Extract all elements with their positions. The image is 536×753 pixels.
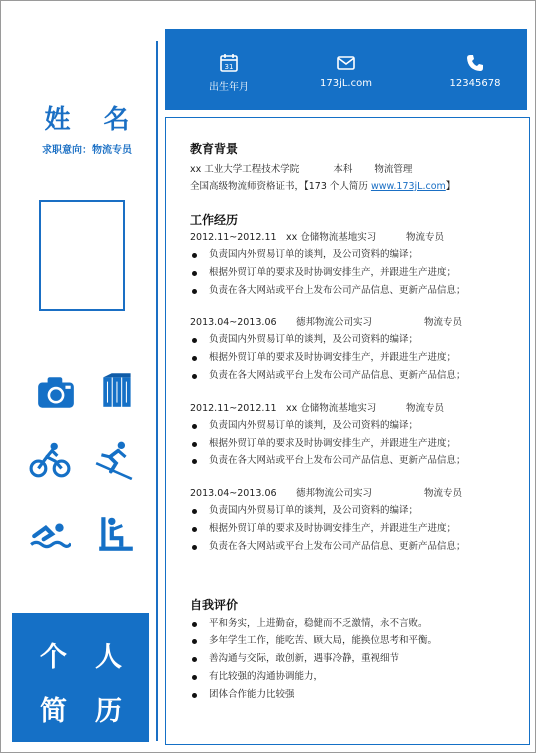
self-eval-item: 平和务实，上进勤奋，稳健而不乏激情，永不言败。 [190, 615, 529, 633]
job-role: 物流专员 [424, 317, 463, 329]
job-duty: 负责在各大网站或平台上发布公司产品信息、更新产品信息； [190, 367, 529, 385]
job-period: 2012.11~2012.11 [190, 232, 277, 243]
job-duty: 根据外贸订单的要求及时协调安排生产，并跟进生产进度； [190, 435, 529, 453]
skiing-icon [93, 438, 135, 480]
job-duty: 负责在各大网站或平台上发布公司产品信息、更新产品信息； [190, 282, 529, 300]
phone-item [415, 29, 535, 89]
job-entry [190, 486, 529, 555]
job-period: 2013.04~2013.06 [190, 488, 277, 500]
job-header [190, 315, 529, 331]
resume-content [165, 117, 530, 745]
job-header [190, 230, 529, 246]
self-eval-item: 多年学生工作，能吃苦、顾大局，能换位思考和平衡。 [190, 632, 529, 650]
job-period: 2012.11~2012.11 [190, 402, 277, 414]
job-duty: 根据外贸订单的要求及时协调安排生产，并跟进生产进度； [190, 264, 529, 282]
job-duty: 负责国内外贸易订单的谈判，及公司资料的编译； [190, 502, 529, 520]
photo-placeholder [39, 200, 125, 311]
self-eval-item: 善沟通与交际，敢创新，遇事冷静，重视细节 [190, 650, 529, 668]
cycling-icon [29, 438, 71, 480]
job-duty: 负责国内外贸易订单的谈判，及公司资料的编译； [190, 331, 529, 349]
degree: 本科 [333, 164, 353, 175]
email-item [286, 29, 406, 89]
vertical-divider [156, 41, 158, 741]
birth-label: 出生年月 [209, 82, 249, 93]
cover-char-3: 简 [40, 696, 67, 727]
job-company: xx 仓储物流基地实习 [286, 232, 377, 243]
cover-char-2: 人 [95, 642, 122, 673]
job-duty: 根据外贸订单的要求及时协调安排生产，并跟进生产进度； [190, 520, 529, 538]
work-title: 工作经历 [190, 213, 239, 227]
school: xx 工业大学工程技术学院 [190, 164, 300, 175]
calendar-icon [219, 53, 239, 73]
camera-icon [35, 371, 77, 413]
job-header [190, 401, 529, 417]
self-eval-item: 团体合作能力比较强 [190, 686, 529, 704]
candidate-name: 姓 名 [44, 105, 142, 135]
phone-icon [465, 53, 485, 73]
job-duty: 负责国内外贸易订单的谈判，及公司资料的编译； [190, 246, 529, 264]
mail-icon [336, 53, 356, 73]
self-eval-title: 自我评价 [190, 597, 239, 612]
self-eval-item: 有比较强的沟通协调能力， [190, 668, 529, 686]
job-duty: 负责国内外贸易订单的谈判，及公司资料的编译； [190, 417, 529, 435]
cover-char-4: 历 [95, 696, 122, 727]
education-title: 教育背景 [190, 142, 239, 156]
job-company: 德邦物流公司实习 [296, 488, 373, 500]
fitness-icon [95, 513, 137, 555]
job-role: 物流专员 [406, 402, 445, 414]
certificate-row: 全国高级物流师资格证书，【173 个人简历 www.173jL.com】 [190, 181, 456, 192]
self-eval-list [190, 615, 529, 704]
birth-item [169, 29, 289, 93]
phone-label: 12345678 [449, 78, 501, 89]
books-icon [97, 369, 139, 411]
job-entry [190, 315, 529, 384]
job-duty: 负责在各大网站或平台上发布公司产品信息、更新产品信息； [190, 538, 529, 556]
job-entry [190, 230, 529, 299]
email-label: 173jL.com [320, 78, 372, 89]
job-entry [190, 401, 529, 470]
cover-char-1: 个 [40, 642, 67, 673]
swimming-icon [29, 513, 71, 555]
job-duty: 负责在各大网站或平台上发布公司产品信息、更新产品信息； [190, 452, 529, 470]
job-period: 2013.04~2013.06 [190, 317, 277, 329]
job-duty: 根据外贸订单的要求及时协调安排生产，并跟进生产进度； [190, 349, 529, 367]
website-link[interactable]: www.173jL.com [370, 181, 446, 192]
education-row [190, 161, 529, 178]
job-company: 德邦物流公司实习 [296, 317, 373, 329]
svg-text:31: 31 [224, 63, 234, 71]
job-role: 物流专员 [424, 488, 463, 500]
major: 物流管理 [374, 164, 413, 175]
resume-cover-block [12, 613, 149, 742]
job-company: xx 仓储物流基地实习 [286, 402, 377, 414]
job-role: 物流专员 [406, 232, 445, 243]
job-intent: 求职意向：物流专员 [42, 145, 132, 156]
job-header [190, 486, 529, 502]
contact-bar [165, 29, 527, 110]
